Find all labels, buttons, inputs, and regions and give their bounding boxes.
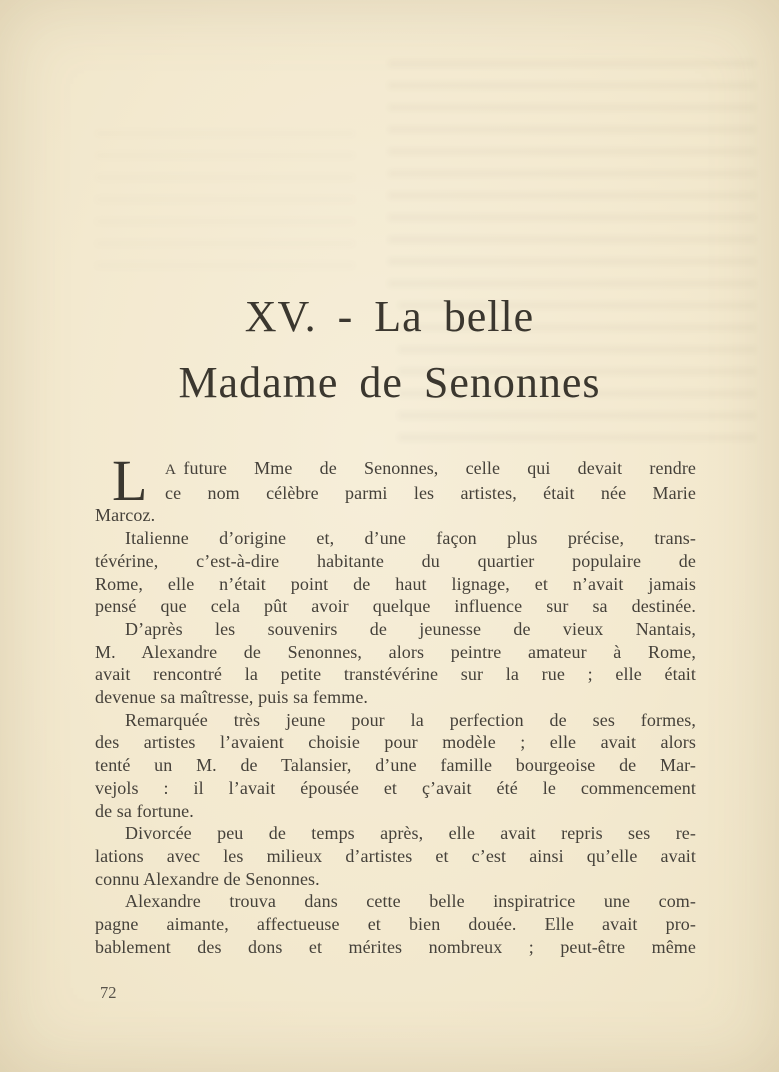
small-cap-letter: A (165, 462, 177, 478)
text-line: vejols : il l’avait épousée et ç’avait été le commencement (95, 777, 696, 798)
text-line: pagne aimante, affectueuse et bien douée. Elle avait pro- (95, 914, 696, 935)
paragraph-1 (95, 448, 696, 527)
text-line: devenue sa maîtresse, puis sa femme. (95, 687, 369, 708)
text-line: tenté un M. de Talansier, d’une famille bourgeoise de Mar- (95, 755, 696, 776)
body-text (95, 448, 696, 958)
paragraph-2 (95, 527, 696, 618)
text-line: ce nom célèbre parmi les artistes, était née Marie (165, 482, 696, 503)
ink-bleedthrough-texture (388, 60, 756, 288)
text-line (165, 457, 696, 482)
text-line: de sa fortune. (95, 800, 194, 821)
text-line: pensé que cela pût avoir quelque influence sur sa destinée. (95, 596, 696, 617)
paragraph-4 (95, 709, 696, 823)
text-line: Alexandre trouva dans cette belle inspiratrice une com- (125, 891, 696, 912)
text-line: connu Alexandre de Senonnes. (95, 868, 320, 889)
text-line: lations avec les milieux d’artistes et c’est ainsi qu’elle avait (95, 845, 696, 866)
text-line: des artistes l’avaient choisie pour modèle ; elle avait alors (95, 732, 696, 753)
paragraph-6 (95, 890, 696, 958)
text-line: M. Alexandre de Senonnes, alors peintre amateur à Rome, (95, 641, 696, 662)
page-number: 72 (100, 983, 117, 1002)
text-line: Remarquée très jeune pour la perfection de ses formes, (125, 709, 696, 730)
text-line-content: future Mme de Senonnes, celle qui devait rendre (183, 458, 696, 478)
dropcap-letter: L (112, 448, 148, 513)
text-line: bablement des dons et mérites nombreux ; peut-être même (95, 936, 696, 957)
text-line: D’après les souvenirs de jeunesse de vieux Nantais, (125, 618, 696, 639)
chapter-title (0, 284, 779, 416)
chapter-title-line-2: Madame de Senonnes (178, 358, 601, 407)
paragraph-5 (95, 822, 696, 890)
paragraph-3 (95, 618, 696, 709)
text-line: Italienne d’origine et, d’une façon plus précise, trans- (125, 528, 696, 549)
text-line: Divorcée peu de temps après, elle avait repris ses re- (125, 823, 696, 844)
chapter-title-line-1: XV. - La belle (244, 292, 535, 341)
text-line: Marcoz. (95, 505, 156, 526)
text-line: tévérine, c’est-à-dire habitante du quartier populaire de (95, 550, 696, 571)
text-line: Rome, elle n’était point de haut lignage, et n’avait jamais (95, 573, 696, 594)
text-line: avait rencontré la petite transtévérine sur la rue ; elle était (95, 664, 696, 685)
ink-bleedthrough-texture (95, 130, 355, 280)
